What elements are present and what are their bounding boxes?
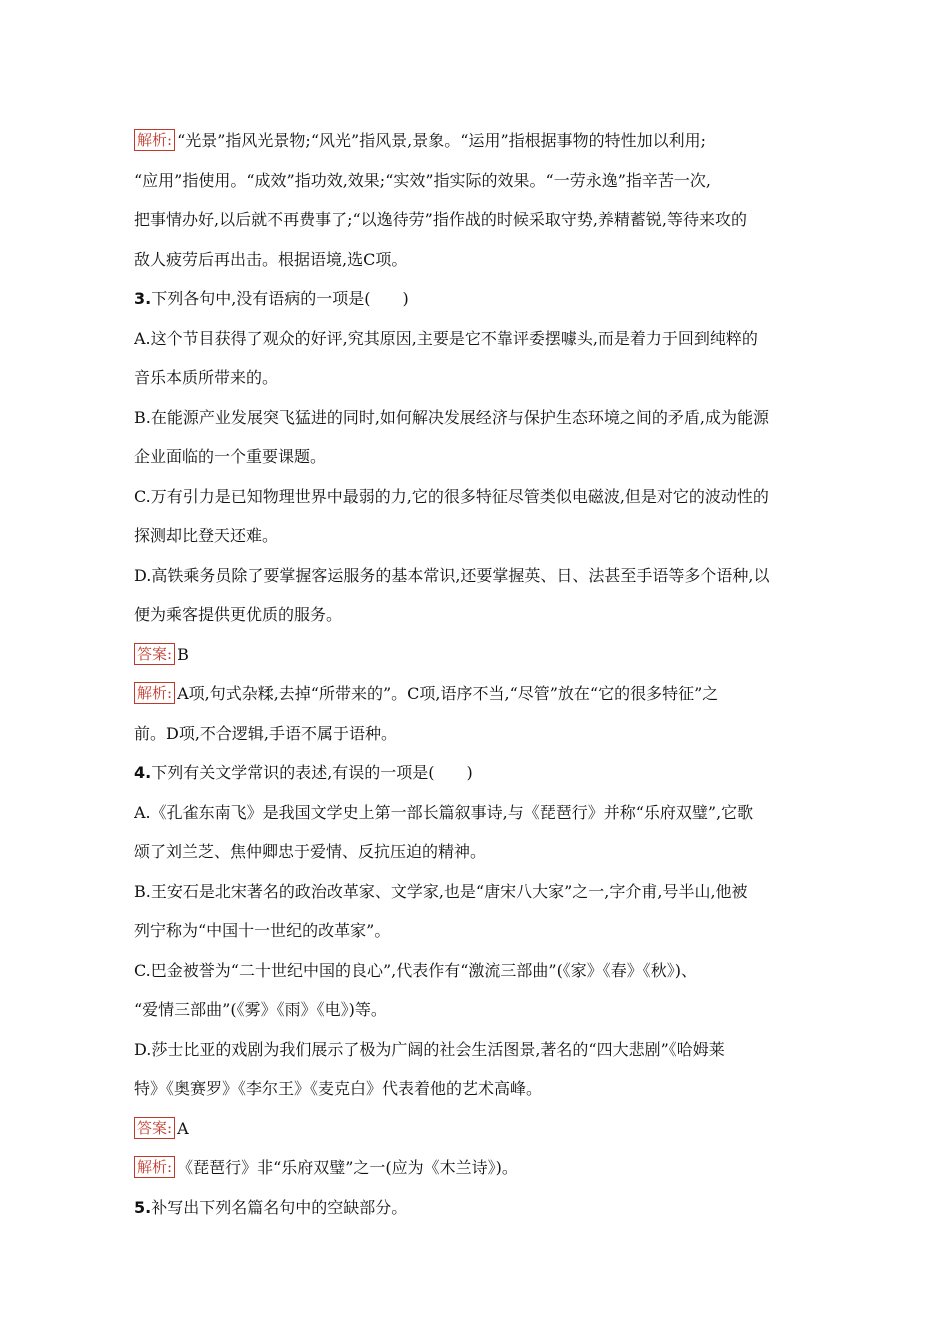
q3-option-line: 企业面临的一个重要课题。 xyxy=(134,447,327,466)
answer-tag: 答案: xyxy=(134,1117,175,1139)
q4-option-line: A.《孔雀东南飞》是我国文学史上第一部长篇叙事诗,与《琵琶行》并称“乐府双璧”,它歌 xyxy=(134,802,754,822)
q4-stem: 4.下列有关文学常识的表述,有误的一项是( ) xyxy=(134,763,473,782)
q2-analysis-line-4: 敌人疲劳后再出击。根据语境,选C项。 xyxy=(134,249,408,269)
q4-option-line: “爱情三部曲”(《雾》《雨》《电》)等。 xyxy=(134,1000,387,1019)
q4-analysis-line-1: 解析: 《琵琶行》非“乐府双璧”之一(应为《木兰诗》)。 xyxy=(134,1148,810,1188)
q3-analysis-line-1: 解析: A项,句式杂糅,去掉“所带来的”。C项,语序不当,“尽管”放在“它的很多特征”之 xyxy=(134,674,810,714)
q3-option-line: 探测却比登天还难。 xyxy=(134,526,279,545)
q3-answer: 答案: B xyxy=(134,635,810,675)
analysis-tag: 解析: xyxy=(134,682,175,704)
q3-option-line: B.在能源产业发展突飞猛进的同时,如何解决发展经济与保护生态环境之间的矛盾,成为能源 xyxy=(134,407,770,427)
q4-option-line: B.王安石是北宋著名的政治改革家、文学家,也是“唐宋八大家”之一,字介甫,号半山,他被 xyxy=(134,881,748,901)
analysis-tag: 解析: xyxy=(134,1156,175,1178)
q4-option-line: C.巴金被誉为“二十世纪中国的良心”,代表作有“激流三部曲”(《家》《春》《秋》)、 xyxy=(134,960,698,980)
q2-analysis-line-1: 解析: “光景”指风光景物;“风光”指风景,景象。“运用”指根据事物的特性加以利用; xyxy=(134,121,810,161)
analysis-tag: 解析: xyxy=(134,129,175,151)
q4-option-line: D.莎士比亚的戏剧为我们展示了极为广阔的社会生活图景,著名的“四大悲剧”《哈姆莱 xyxy=(134,1039,725,1059)
q2-analysis-line-3: 把事情办好,以后就不再费事了;“以逸待劳”指作战的时候采取守势,养精蓄锐,等待来攻的 xyxy=(134,210,748,229)
answer-tag: 答案: xyxy=(134,643,175,665)
q5-number: 5. xyxy=(134,1197,152,1217)
q5-stem: 5.补写出下列名篇名句中的空缺部分。 xyxy=(134,1197,408,1217)
q3-option-line: 音乐本质所带来的。 xyxy=(134,368,279,387)
q3-stem: 3.下列各句中,没有语病的一项是( ) xyxy=(134,289,409,308)
q4-option-line: 颂了刘兰芝、焦仲卿忠于爱情、反抗压迫的精神。 xyxy=(134,842,487,861)
q4-option-line: 列宁称为“中国十一世纪的改革家”。 xyxy=(134,921,391,940)
q2-analysis-line-2: “应用”指使用。“成效”指功效,效果;“实效”指实际的效果。“一劳永逸”指辛苦一次, xyxy=(134,170,712,190)
q3-option-line: C.万有引力是已知物理世界中最弱的力,它的很多特征尽管类似电磁波,但是对它的波动性的 xyxy=(134,486,769,506)
q4-number: 4. xyxy=(134,763,152,782)
q4-option-line: 特》《奥赛罗》《李尔王》《麦克白》代表着他的艺术高峰。 xyxy=(134,1079,543,1098)
q3-analysis-line-2: 前。D项,不合逻辑,手语不属于语种。 xyxy=(134,723,398,743)
q4-answer: 答案: A xyxy=(134,1109,810,1149)
q3-number: 3. xyxy=(134,289,152,308)
q3-option-line: A.这个节目获得了观众的好评,究其原因,主要是它不靠评委摆噱头,而是着力于回到纯粹的 xyxy=(134,328,758,348)
q3-option-line: 便为乘客提供更优质的服务。 xyxy=(134,605,343,624)
q3-option-line: D.高铁乘务员除了要掌握客运服务的基本常识,还要掌握英、日、法甚至手语等多个语种,以 xyxy=(134,565,770,585)
